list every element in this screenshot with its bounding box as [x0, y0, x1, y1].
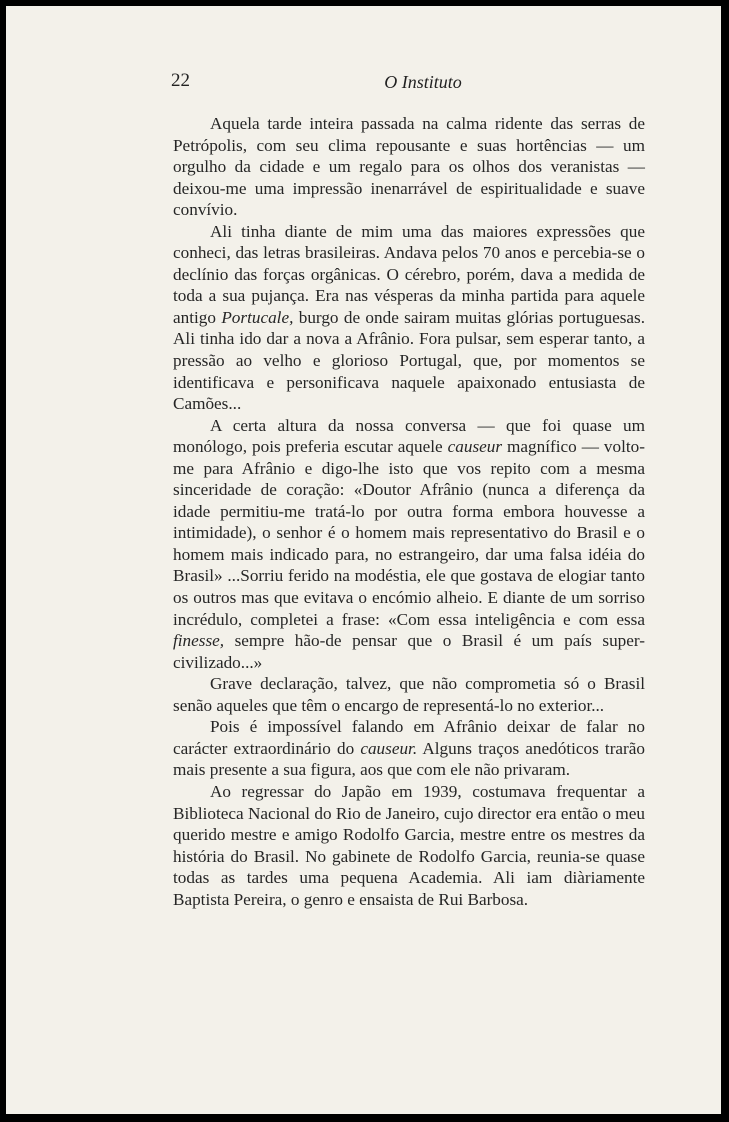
text-segment: sempre hão-de pensar que o Brasil é um país super-civilizado...»	[173, 631, 645, 672]
paragraph	[173, 673, 645, 716]
paragraph	[173, 415, 645, 674]
italic-text: causeur	[447, 437, 503, 457]
text-segment: magnífico — volto-me para Afrânio e digo-lhe isto que vos repito com a mesma sinceridade de coração: «Doutor Afrânio (nunca a diferença da idade permitiu-me tratá-lo por outra forma embora houvesse a intimidade), o senhor é o homem mais representativo do Brasil e o homem mais indicado para, no estrangeiro, dar uma falsa idéia do Brasil» ...Sorriu ferido na modéstia, ele que gostava de elogiar tanto os outros mas que evitava o encómio alheio. E diante de um sorriso incrédulo, completei a frase: «Com essa inteligência e com essa	[173, 437, 645, 629]
paragraph	[173, 113, 645, 221]
text-segment: Aquela tarde inteira passada na calma ridente das serras de Petrópolis, com seu clima repousante e suas hortências — um orgulho da cidade e um regalo para os olhos dos veranistas — deixou-me uma impressão inenarrável de espiritualidade e suave convívio.	[173, 114, 645, 220]
paragraph	[173, 221, 645, 415]
paragraph	[173, 781, 645, 910]
text-segment: Pois é impossível falando em Afrânio deixar de falar no carácter extraordinário do	[173, 717, 645, 758]
paragraph	[173, 716, 645, 781]
italic-text: Portucale,	[221, 307, 294, 327]
page-number: 22	[171, 70, 190, 91]
text-segment: Alguns traços anedóticos trarão mais presente a sua figura, aos que com ele não privaram.	[173, 738, 646, 780]
italic-text: causeur.	[360, 738, 418, 758]
text-segment: A certa altura da nossa conversa — que foi quase um monólogo, pois preferia escutar aquele	[173, 415, 645, 457]
text-segment: Ao regressar do Japão em 1939, costumava frequentar a Biblioteca Nacional do Rio de Janeiro, cujo director era então o meu querido mestre e amigo Rodolfo Garcia, mestre entre os mestres da história do Brasil. No gabinete de Rodolfo Garcia, reunia-se quase todas as tardes uma pequena Academia. Ali iam diàriamente Baptista Pereira, o genro e ensaista de Rui Barbosa.	[173, 781, 645, 909]
page-header	[171, 70, 675, 100]
italic-text: finesse,	[173, 631, 225, 651]
text-segment: Grave declaração, talvez, que não comprometia só o Brasil senão aqueles que têm o encargo de representá-lo no exterior...	[173, 674, 645, 715]
text-segment: Ali tinha diante de mim uma das maiores expressões que conheci, das letras brasileiras. Andava pelos 70 anos e percebia-se o declínio das forças orgânicas. O cérebro, porém, dava a medida de toda a sua pujança. Era nas vésperas da minha partida para aquele antigo	[173, 221, 645, 327]
running-title: O Instituto	[384, 72, 462, 92]
body-text	[173, 113, 645, 910]
text-segment: burgo de onde sairam muitas glórias portuguesas. Ali tinha ido dar a nova a Afrânio. Fora pulsar, sem esperar tanto, a pressão ao velho e glorioso Portugal, que, por momentos se identificava e personificava naquele apaixonado entusiasta de Camões...	[173, 307, 645, 414]
